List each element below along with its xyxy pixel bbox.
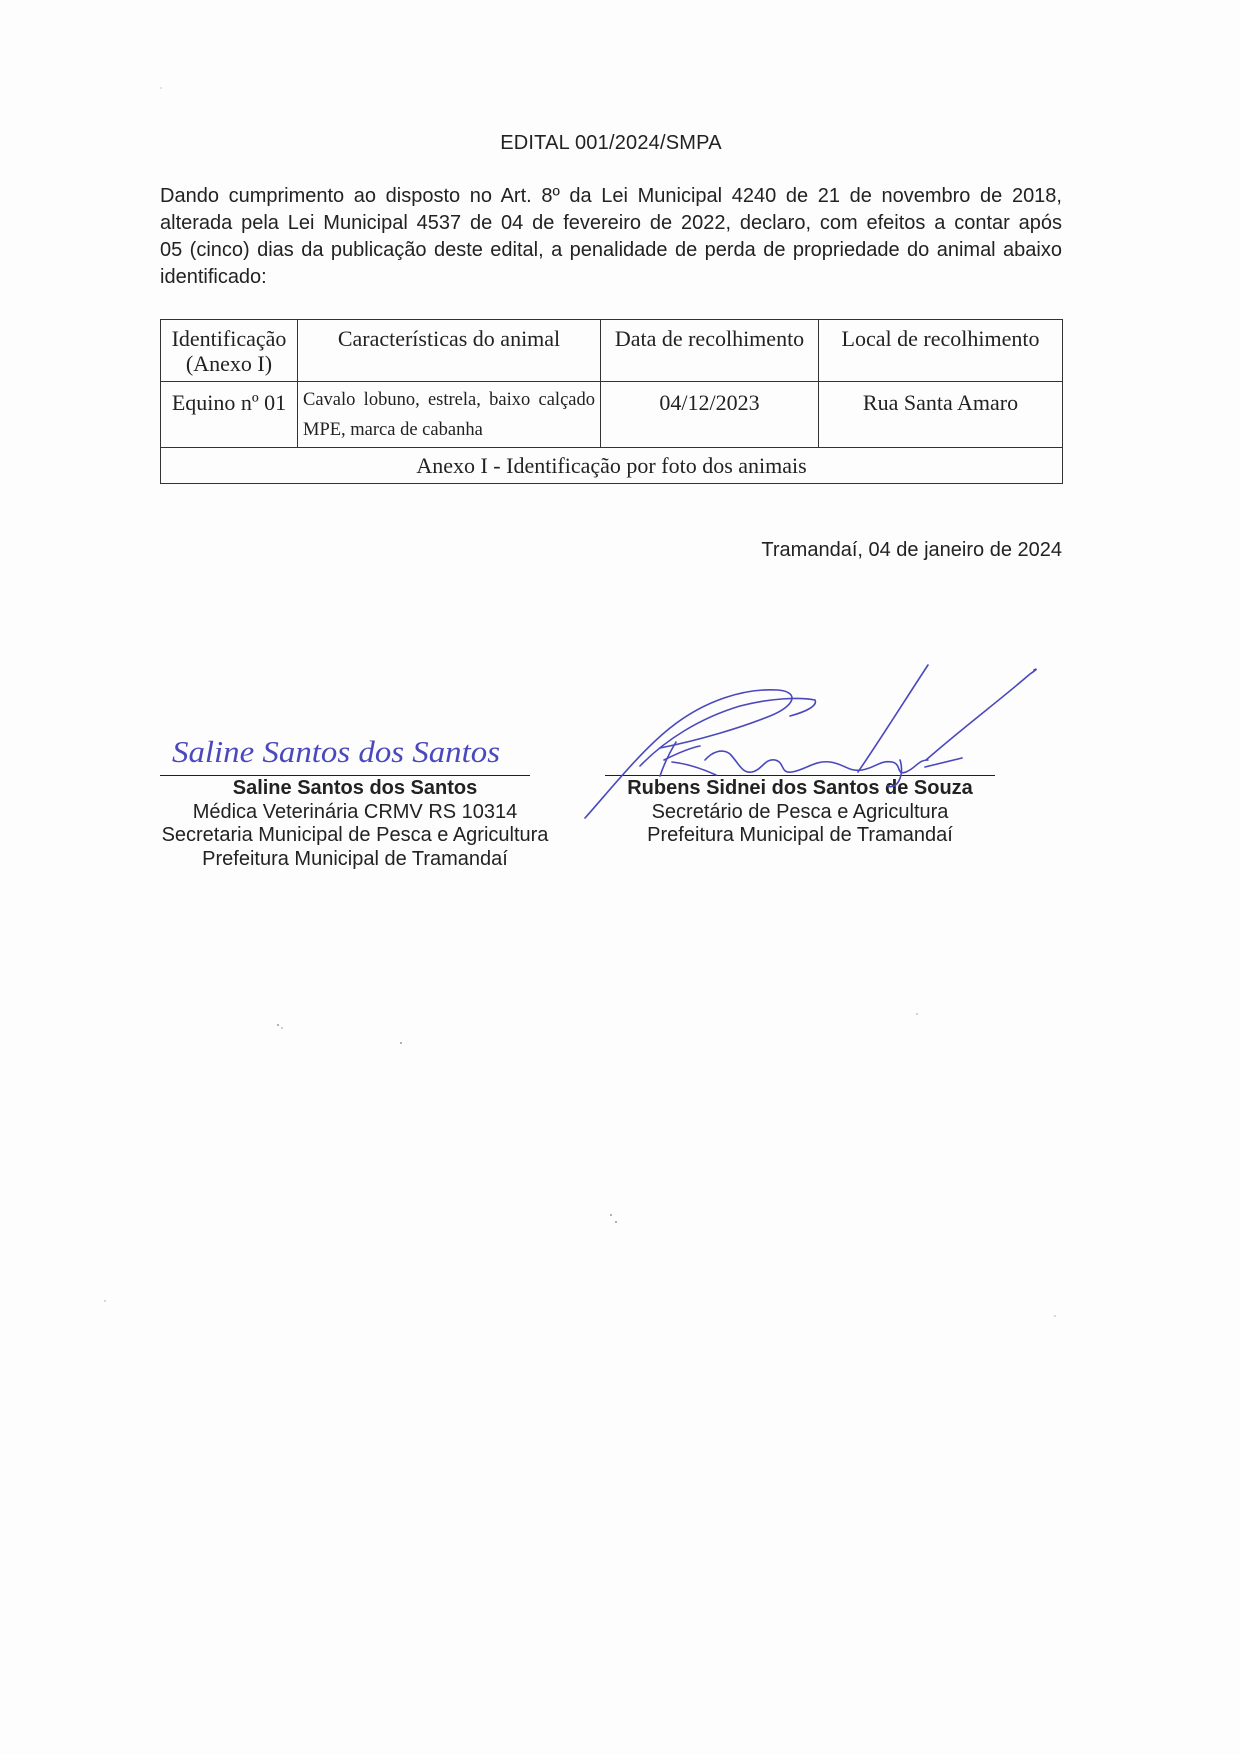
scan-speck — [1054, 1315, 1056, 1317]
place-date: Tramandaí, 04 de janeiro de 2024 — [761, 539, 1062, 561]
header-identification-line: (Anexo I) — [185, 351, 273, 376]
body-paragraph — [160, 183, 1062, 291]
cell-characteristics — [298, 382, 601, 448]
header-location: Local de recolhimento — [819, 320, 1063, 382]
cell-identification: Equino nº 01 — [161, 382, 298, 448]
cell-date: 04/12/2023 — [601, 382, 819, 448]
signature-line-right — [605, 775, 995, 776]
signatory-name: Rubens Sidnei dos Santos de Souza — [627, 777, 973, 799]
scan-speck — [916, 1013, 918, 1015]
animal-table — [160, 319, 1063, 484]
cell-location: Rua Santa Amaro — [819, 382, 1063, 448]
scan-speck — [400, 1042, 402, 1044]
table-footer-row — [161, 448, 1063, 484]
signature-stroke — [926, 669, 1036, 760]
scan-speck — [281, 1027, 283, 1029]
signature-stroke — [925, 758, 962, 767]
body-line: 05 (cinco) dias da publicação deste edital, a penalidade de perda de propriedade do animal abaixo — [160, 239, 1062, 261]
signature-stroke — [640, 698, 815, 766]
body-line: alterada pela Lei Municipal 4537 de 04 de fevereiro de 2022, declaro, com efeitos a contar após — [160, 212, 1062, 234]
signature-stroke — [660, 742, 716, 776]
scan-speck — [160, 87, 162, 89]
signatory-block-veterinarian — [150, 777, 560, 871]
cell-characteristics-line: Cavalo lobuno, estrela, baixo calçado — [303, 390, 595, 410]
table-header-row — [161, 320, 1063, 382]
header-date: Data de recolhimento — [601, 320, 819, 382]
body-line: identificado: — [160, 266, 267, 288]
scan-speck — [104, 1300, 106, 1302]
signature-stroke — [705, 751, 928, 773]
signatory-block-secretary — [600, 777, 1000, 848]
handwritten-signature-left: Saline Santos dos Santos — [172, 734, 500, 769]
header-characteristics: Características do animal — [298, 320, 601, 382]
signatory-name: Saline Santos dos Santos — [232, 777, 478, 799]
signatory-role: Secretário de Pesca e Agricultura — [651, 800, 949, 823]
signatory-role: Médica Veterinária CRMV RS 10314 — [192, 800, 518, 823]
header-identification-line: Identificação — [171, 326, 287, 351]
signatory-role: Prefeitura Municipal de Tramandaí — [647, 824, 953, 846]
cell-characteristics-line: MPE, marca de cabanha — [303, 420, 483, 440]
signature-line-left — [160, 775, 530, 776]
body-line: Dando cumprimento ao disposto no Art. 8º da Lei Municipal 4240 de 21 de novembro de 2018, — [160, 185, 1062, 207]
scan-speck — [277, 1024, 279, 1026]
signatory-role: Secretaria Municipal de Pesca e Agricultura — [161, 824, 549, 846]
table-row — [161, 382, 1063, 448]
signatory-role: Prefeitura Municipal de Tramandaí — [202, 847, 508, 870]
scan-speck — [615, 1221, 617, 1223]
document-title: EDITAL 001/2024/SMPA — [500, 132, 722, 154]
header-identification — [161, 320, 298, 382]
scan-speck — [610, 1214, 612, 1216]
table-footer: Anexo I - Identificação por foto dos animais — [161, 448, 1063, 484]
signature-stroke — [858, 665, 928, 772]
